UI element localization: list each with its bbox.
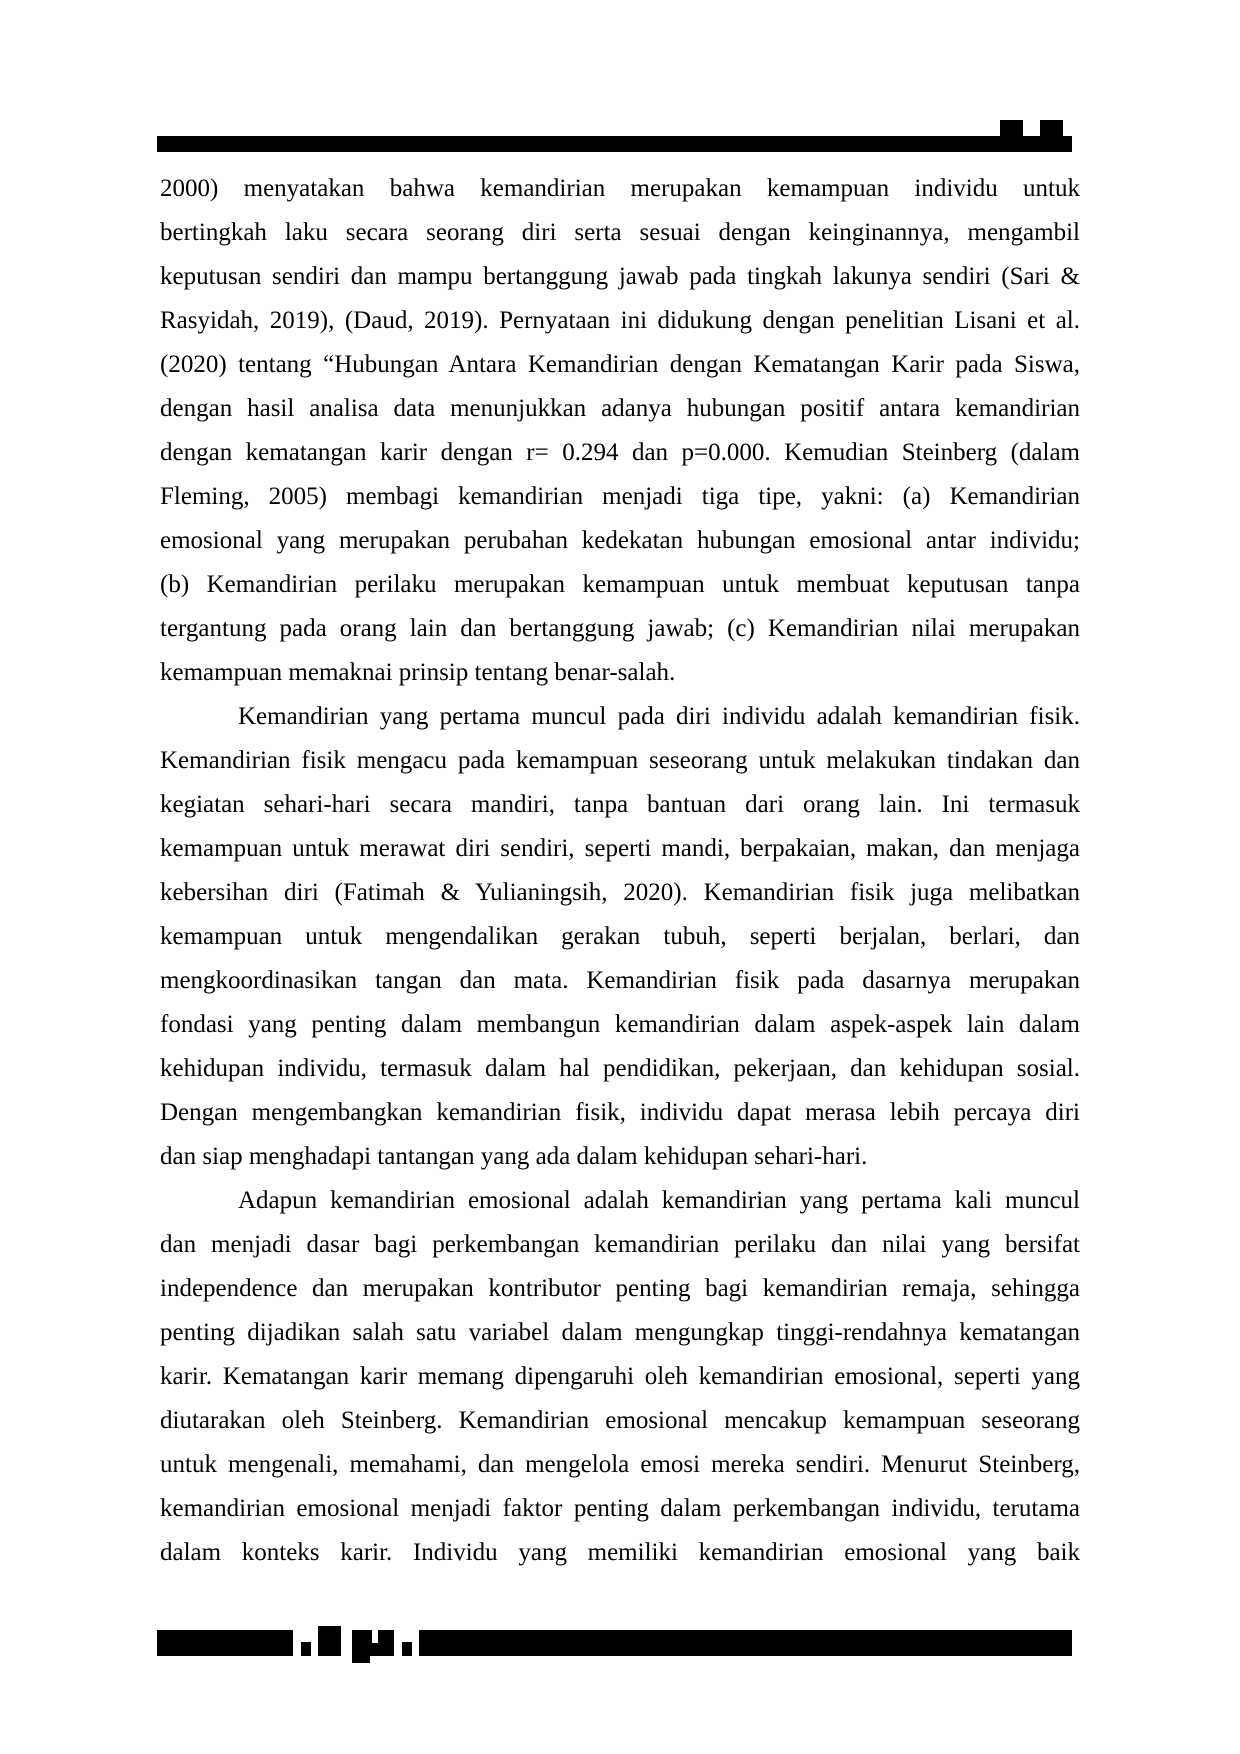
header-rule-bar [157, 136, 1072, 152]
text-line: Kemandirian fisik mengacu pada kemampuan seseorang untuk melakukan tindakan dan [160, 747, 1080, 774]
text-line: Kemandirian yang pertama muncul pada diri individu adalah kemandirian fisik. [238, 703, 1080, 730]
footer-glitch-notch [293, 1630, 301, 1656]
text-line: dan siap menghadapi tantangan yang ada dalam kehidupan sehari-hari. [160, 1143, 868, 1170]
body-text [160, 167, 1080, 1575]
footer-glitch-notch [394, 1630, 402, 1656]
footer-glitch-notch [341, 1630, 352, 1656]
text-line: kemampuan untuk merawat diri sendiri, seperti mandi, berpakaian, makan, dan menjaga [160, 835, 1080, 862]
text-line: Rasyidah, 2019), (Daud, 2019). Pernyataan ini didukung dengan penelitian Lisani et al. [160, 307, 1080, 334]
text-line: Adapun kemandirian emosional adalah kemandirian yang pertama kali muncul [238, 1187, 1080, 1214]
text-line: dalam konteks karir. Individu yang memiliki kemandirian emosional yang baik [160, 1539, 1080, 1566]
text-line: 2000) menyatakan bahwa kemandirian merupakan kemampuan individu untuk [160, 175, 1080, 202]
text-line: fondasi yang penting dalam membangun kemandirian dalam aspek-aspek lain dalam [160, 1011, 1080, 1038]
footer-glitch-notch [301, 1630, 311, 1642]
footer-glitch-notch [311, 1630, 318, 1656]
text-line: dengan hasil analisa data menunjukkan adanya hubungan positif antara kemandirian [160, 395, 1080, 422]
footer-glitch-tab [352, 1656, 370, 1663]
footer-glitch-notch [402, 1630, 412, 1642]
text-line: (2020) tentang “Hubungan Antara Kemandirian dengan Kematangan Karir pada Siswa, [160, 351, 1080, 378]
footer-glitch-block [318, 1626, 341, 1656]
text-line: tergantung pada orang lain dan bertanggung jawab; (c) Kemandirian nilai merupakan [160, 615, 1080, 642]
header-mark-square-1 [1000, 120, 1023, 137]
text-line: independence dan merupakan kontributor penting bagi kemandirian remaja, sehingga [160, 1275, 1080, 1302]
text-line: karir. Kematangan karir memang dipengaruhi oleh kemandirian emosional, seperti yang [160, 1363, 1080, 1390]
text-line: kehidupan individu, termasuk dalam hal pendidikan, pekerjaan, dan kehidupan sosial. [160, 1055, 1080, 1082]
footer-glitch-notch [372, 1630, 378, 1643]
text-line: Dengan mengembangkan kemandirian fisik, individu dapat merasa lebih percaya diri [160, 1099, 1080, 1126]
text-line: untuk mengenali, memahami, dan mengelola emosi mereka sendiri. Menurut Steinberg, [160, 1451, 1080, 1478]
text-line: kemandirian emosional menjadi faktor penting dalam perkembangan individu, terutama [160, 1495, 1080, 1522]
text-line: kegiatan sehari-hari secara mandiri, tanpa bantuan dari orang lain. Ini termasuk [160, 791, 1080, 818]
text-line: kemampuan memaknai prinsip tentang benar-salah. [160, 659, 676, 686]
text-line: dan menjadi dasar bagi perkembangan kemandirian perilaku dan nilai yang bersifat [160, 1231, 1080, 1258]
text-line: bertingkah laku secara seorang diri serta sesuai dengan keinginannya, mengambil [160, 219, 1080, 246]
text-line: penting dijadikan salah satu variabel dalam mengungkap tinggi-rendahnya kematangan [160, 1319, 1080, 1346]
text-line: (b) Kemandirian perilaku merupakan kemampuan untuk membuat keputusan tanpa [160, 571, 1080, 598]
text-line: mengkoordinasikan tangan dan mata. Kemandirian fisik pada dasarnya merupakan [160, 967, 1080, 994]
header-mark-square-2 [1040, 120, 1063, 137]
text-line: emosional yang merupakan perubahan kedekatan hubungan emosional antar individu; [160, 527, 1080, 554]
paragraph [160, 695, 1080, 1179]
text-line: dengan kematangan karir dengan r= 0.294 dan p=0.000. Kemudian Steinberg (dalam [160, 439, 1080, 466]
footer-glitch-notch [412, 1630, 419, 1656]
text-line: Fleming, 2005) membagi kemandirian menjadi tiga tipe, yakni: (a) Kemandirian [160, 483, 1080, 510]
text-line: keputusan sendiri dan mampu bertanggung jawab pada tingkah lakunya sendiri (Sari & [160, 263, 1080, 290]
text-line: kebersihan diri (Fatimah & Yulianingsih, 2020). Kemandirian fisik juga melibatkan [160, 879, 1080, 906]
text-line: diutarakan oleh Steinberg. Kemandirian emosional mencakup kemampuan seseorang [160, 1407, 1080, 1434]
paragraph [160, 1179, 1080, 1575]
paragraph [160, 167, 1080, 695]
text-line: kemampuan untuk mengendalikan gerakan tubuh, seperti berjalan, berlari, dan [160, 923, 1080, 950]
